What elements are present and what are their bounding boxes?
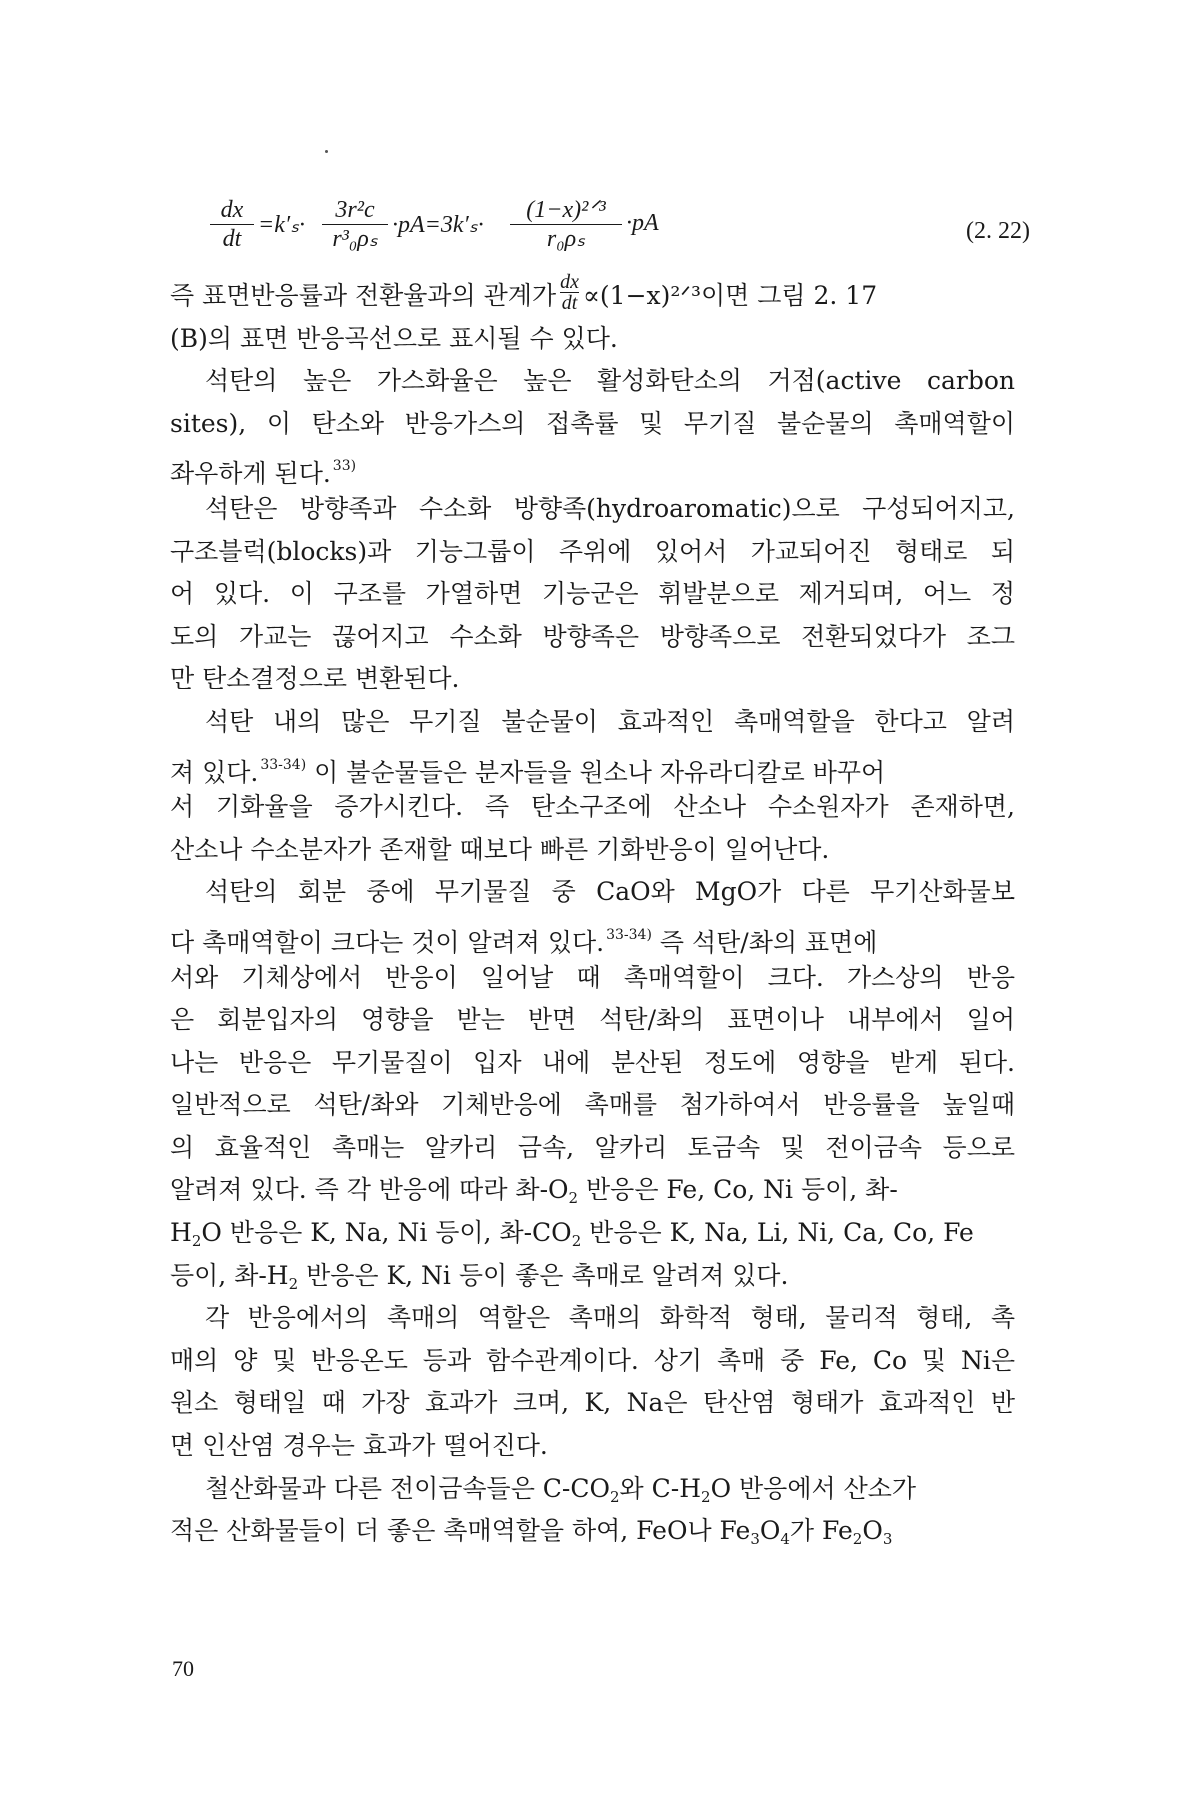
subscript: 2 [852, 1530, 863, 1549]
fraction-denominator: dt [222, 226, 242, 252]
text-line [170, 1169, 1015, 1212]
text-line: 어 있다. 이 구조를 가열하면 기능군은 휘발분으로 제거되며, 어느 정 [170, 579, 1015, 609]
fraction-surface [322, 196, 388, 253]
text-line: 원소 형태일 때 가장 효과가 크며, K, Na은 탄산염 형태가 효과적인 반 [170, 1388, 1015, 1418]
text-line: 구조블럭(blocks)과 기능그룹이 주위에 있어서 가교되어진 형태로 되 [170, 536, 1015, 566]
reference-superscript: 33-34) [260, 756, 307, 773]
text-run: 와 C-H [619, 1473, 702, 1503]
equation-number: (2. 22) [966, 218, 1030, 244]
text-run: O 반응에서 산소가 [710, 1473, 917, 1503]
body-text [170, 271, 1015, 1553]
subscript: 4 [780, 1530, 790, 1549]
text-line: 서 기화율을 증가시킨다. 즉 탄소구조에 산소나 수소원자가 존재하면, [170, 792, 1015, 822]
equation-term: ·pA=3k′ₛ· [392, 212, 484, 238]
text-run: O [759, 1516, 781, 1546]
text-run: O 반응은 K, Na, Ni 등이, 촤-CO [201, 1218, 572, 1248]
equation-2-22 [210, 196, 1030, 266]
text-line [170, 1510, 1015, 1553]
text-line: 매의 양 및 반응온도 등과 함수관계이다. 상기 촉매 중 Fe, Co 및 Ni은 [170, 1345, 1015, 1375]
speck [325, 150, 328, 153]
subscript: 3 [882, 1530, 893, 1549]
text-run: 좌우하게 된다. [170, 459, 331, 489]
text-line: 석탄의 높은 가스화율은 높은 활성화탄소의 거점(active carbon [205, 366, 1015, 396]
text-run: O [862, 1516, 883, 1546]
text-line: 의 효율적인 촉매는 알카리 금속, 알카리 토금속 및 전이금속 등으로 [170, 1132, 1015, 1162]
fraction-denominator: dt [561, 292, 578, 314]
text-run: 이 불순물들은 분자들을 원소나 자유라디칼로 바꾸어 [314, 757, 886, 787]
text-run: 반응은 K, Ni 등이 좋은 촉매로 알려져 있다. [298, 1260, 789, 1290]
fraction-numerator: 3r²c [322, 196, 388, 225]
page-number: 70 [172, 1656, 194, 1681]
equation-term: ·pA [626, 210, 659, 236]
text-line: sites), 이 탄소와 반응가스의 접촉률 및 무기질 불순물의 촉매역할이 [170, 408, 1015, 438]
text-run: 반응은 K, Na, Li, Ni, Ca, Co, Fe [581, 1218, 974, 1248]
text-line: 나는 반응은 무기물질이 입자 내에 분산된 정도에 영향을 받게 된다. [170, 1047, 1015, 1077]
text-line: 만 탄소결정으로 변환된다. [170, 664, 460, 694]
text-line: 석탄의 회분 중에 무기물질 중 CaO와 MgO가 다른 무기산화물보 [205, 877, 1015, 907]
subscript: 2 [568, 1189, 579, 1208]
subscript: 2 [191, 1232, 202, 1251]
text-run: 가 Fe [789, 1516, 853, 1546]
text-line: 서와 기체상에서 반응이 일어날 때 촉매역할이 크다. 가스상의 반응 [170, 962, 1015, 992]
fraction-dx-dt [560, 272, 579, 313]
text-line [170, 1212, 1015, 1255]
text-run: 반응은 Fe, Co, Ni 등이, 촤- [578, 1175, 898, 1205]
equation-term: =k′ₛ· [258, 212, 306, 238]
subscript: 2 [610, 1487, 620, 1506]
text-line: 일반적으로 석탄/촤와 기체반응에 촉매를 첨가하여서 반응률을 높일때 [170, 1090, 1015, 1120]
text-line [170, 445, 1015, 488]
text-line [170, 271, 1015, 318]
text-line: 도의 가교는 끊어지고 수소화 방향족은 방향족으로 전환되었다가 조그 [170, 621, 1015, 651]
fraction-numerator: dx [210, 196, 254, 225]
text-line: 석탄 내의 많은 무기질 불순물이 효과적인 촉매역할을 한다고 알려 [205, 706, 1015, 736]
fraction-conversion [510, 196, 622, 253]
text-line: 은 회분입자의 영향을 받는 반면 석탄/촤의 표면이나 내부에서 일어 [170, 1005, 1015, 1035]
text-line: 산소나 수소분자가 존재할 때보다 빠른 기화반응이 일어난다. [170, 834, 830, 864]
reference-superscript: 33-34) [606, 926, 652, 943]
text-run: 져 있다. [170, 757, 259, 787]
subscript: 2 [701, 1487, 711, 1506]
text-line: 각 반응에서의 촉매의 역할은 촉매의 화학적 형태, 물리적 형태, 촉 [205, 1303, 1015, 1333]
text-run: 알려져 있다. 즉 각 반응에 따라 촤-O [170, 1175, 569, 1205]
text-run: 즉 표면반응률과 전환율과의 관계가 [170, 281, 557, 310]
text-run: 철산화물과 다른 전이금속들은 C-CO [205, 1473, 610, 1503]
text-line: 면 인산염 경우는 효과가 떨어진다. [170, 1431, 548, 1461]
fraction-numerator: dx [560, 271, 579, 293]
text-line [170, 1255, 1015, 1298]
fraction-dx-dt [210, 196, 254, 253]
text-run: ∝(1−x)²ᐟ³이면 그림 2. 17 [582, 281, 878, 310]
fraction-denominator: r³₀ρₛ [332, 226, 378, 252]
text-run: 적은 산화물들이 더 좋은 촉매역할을 하여, FeO나 Fe [170, 1516, 751, 1546]
text-line: 석탄은 방향족과 수소화 방향족(hydroaromatic)으로 구성되어지고, [205, 493, 1015, 523]
text-line: (B)의 표면 반응곡선으로 표시될 수 있다. [170, 323, 618, 353]
fraction-numerator: (1−x)²ᐟ³ [510, 196, 622, 225]
text-run: 즉 석탄/촤의 표면에 [659, 927, 878, 957]
reference-superscript: 33) [332, 458, 357, 475]
subscript: 3 [750, 1530, 760, 1549]
text-line [170, 744, 1015, 787]
subscript: 2 [288, 1274, 299, 1293]
text-line [170, 914, 1015, 957]
subscript: 2 [571, 1232, 582, 1251]
fraction-denominator: r₀ρₛ [546, 226, 586, 252]
text-run: 다 촉매역할이 크다는 것이 알려져 있다. [170, 927, 605, 957]
text-line [170, 1468, 1015, 1511]
text-run: 등이, 촤-H [170, 1260, 289, 1290]
text-run: H [170, 1218, 192, 1248]
